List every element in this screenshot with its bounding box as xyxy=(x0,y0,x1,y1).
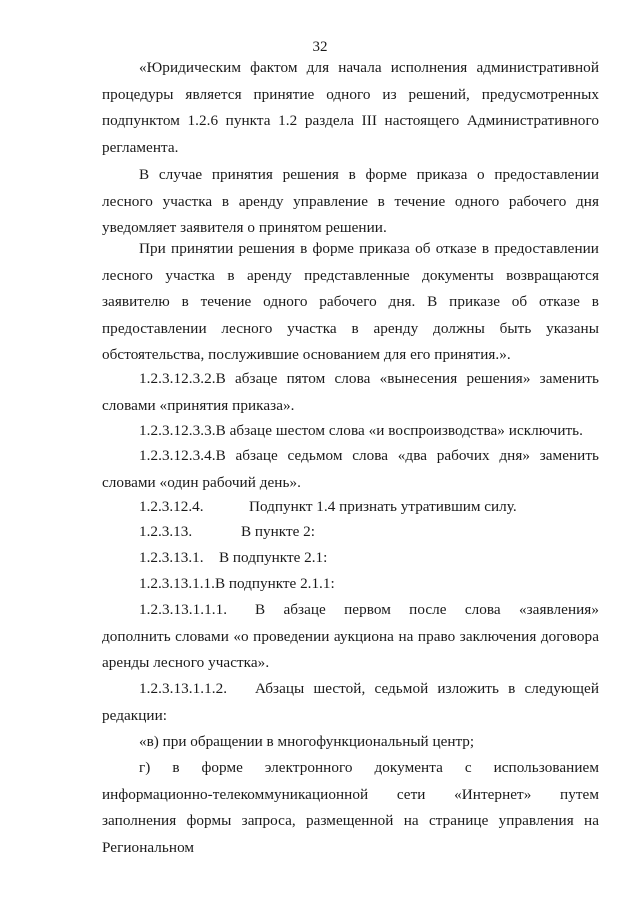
paragraph-item-1-2-3-13 xyxy=(102,519,636,546)
paragraph-item-1-2-3-13-1 xyxy=(102,545,636,572)
item-text: В подпункте 2.1: xyxy=(219,549,328,566)
paragraph-item-1-2-3-13-1-1: 1.2.3.13.1.1.В подпункте 2.1.1: xyxy=(139,575,335,592)
item-text: Абзацы шестой, седьмой изложить в следующей редакции: xyxy=(102,680,599,724)
paragraph-item-1-2-3-12-3-2: 1.2.3.12.3.2.В абзаце пятом слова «вынесения решения» заменить словами «принятия приказа». xyxy=(102,370,599,414)
paragraph-item-1-2-3-12-3-4: 1.2.3.12.3.4.В абзаце седьмом слова «два рабочих дня» заменить словами «один рабочий день». xyxy=(102,447,599,491)
item-number: 1.2.3.13.1. xyxy=(139,549,204,566)
item-number: 1.2.3.13.1.1.1. xyxy=(139,601,228,618)
paragraph-option-g: г) в форме электронного документа с использованием информационно-телекоммуникационной сети «Интернет» путем заполнения формы запроса, размещенной на странице управления на Региональном xyxy=(102,759,599,856)
page-number: 32 xyxy=(312,39,328,55)
paragraph-item-1-2-3-12-3-3: 1.2.3.12.3.3.В абзаце шестом слова «и воспроизводства» исключить. xyxy=(139,422,584,439)
item-text: В пункте 2: xyxy=(241,523,315,540)
item-number: 1.2.3.13. xyxy=(139,523,193,540)
paragraph-refusal: При принятии решения в форме приказа об отказе в предоставлении лесного участка в аренду представленные документы возвращаются заявителю в течение одного рабочего дня. В приказе об отказе в предоставлении лесного участка в аренду должны быть указаны обстоятельства, послужившие основанием для его принятия.». xyxy=(102,240,599,364)
item-number: 1.2.3.13.1.1.2. xyxy=(139,680,228,697)
paragraph-item-1-2-3-12-4 xyxy=(102,494,636,521)
paragraph-item-1-2-3-13-1-1-1 xyxy=(102,597,599,677)
paragraph-legal-fact: «Юридическим фактом для начала исполнения административной процедуры является принятие одного из решений, предусмотренных подпунктом 1.2.6 пункта 1.2 раздела III настоящего Административного регламента. xyxy=(102,59,599,156)
paragraph-option-v: «в) при обращении в многофункциональный центр; xyxy=(139,733,475,750)
item-text: В абзаце первом после слова «заявления» дополнить словами «о проведении аукциона на право заключения договора аренды лесного участка». xyxy=(102,601,599,672)
item-number: 1.2.3.12.4. xyxy=(139,498,204,515)
paragraph-decision-notice: В случае принятия решения в форме приказа о предоставлении лесного участка в аренду управление в течение одного рабочего дня уведомляет заявителя о принятом решении. xyxy=(102,166,599,237)
item-text: Подпункт 1.4 признать утратившим силу. xyxy=(249,498,517,515)
paragraph-item-1-2-3-13-1-1-2 xyxy=(102,676,599,729)
